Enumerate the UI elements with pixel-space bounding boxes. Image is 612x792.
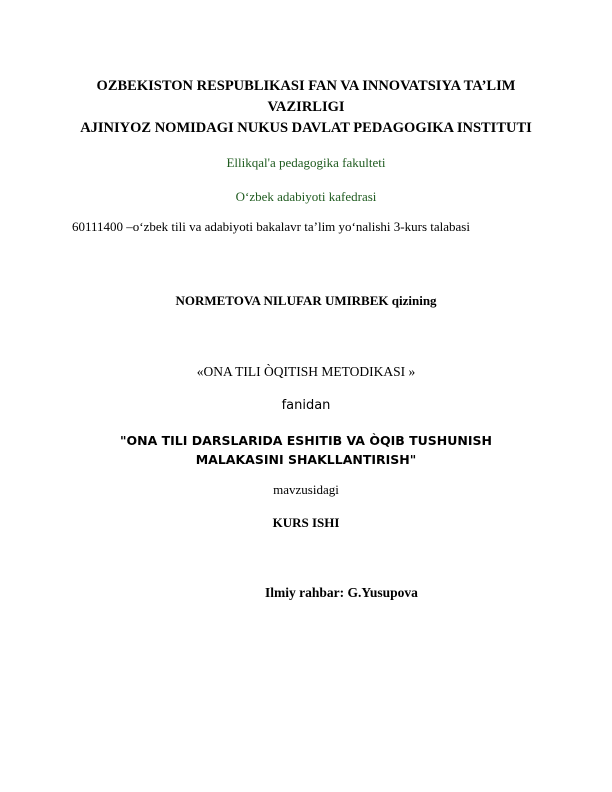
department-name: O‘zbek adabiyoti kafedrasi	[235, 189, 377, 204]
supervisor: Ilmiy rahbar: G.Yusupova	[265, 585, 418, 600]
work-type: KURS ISHI	[272, 515, 340, 530]
ministry-heading: OZBEKISTON RESPUBLIKASI FAN VA INNOVATSIYA TA’LIM VAZIRLIGI	[96, 78, 516, 115]
topic-title: "ONA TILI DARSLARIDA ESHITIB VA ÒQIB TUSHUNISH MALAKASINI SHAKLLANTIRISH"	[120, 433, 492, 467]
institute-heading: AJINIYOZ NOMIDAGI NUKUS DAVLAT PEDAGOGIKA INSTITUTI	[80, 120, 532, 136]
student-description: 60111400 –o‘zbek tili va adabiyoti bakalavr ta’lim yo‘nalishi 3-kurs talabasi	[72, 219, 470, 234]
student-name: NORMETOVA NILUFAR UMIRBEK qizining	[175, 293, 437, 308]
faculty-name: Ellikqal'a pedagogika fakulteti	[226, 155, 386, 170]
subject-suffix: fanidan	[281, 398, 331, 413]
topic-suffix: mavzusidagi	[273, 482, 339, 497]
subject-title: «ONA TILI ÒQITISH METODIKASI »	[196, 364, 416, 379]
